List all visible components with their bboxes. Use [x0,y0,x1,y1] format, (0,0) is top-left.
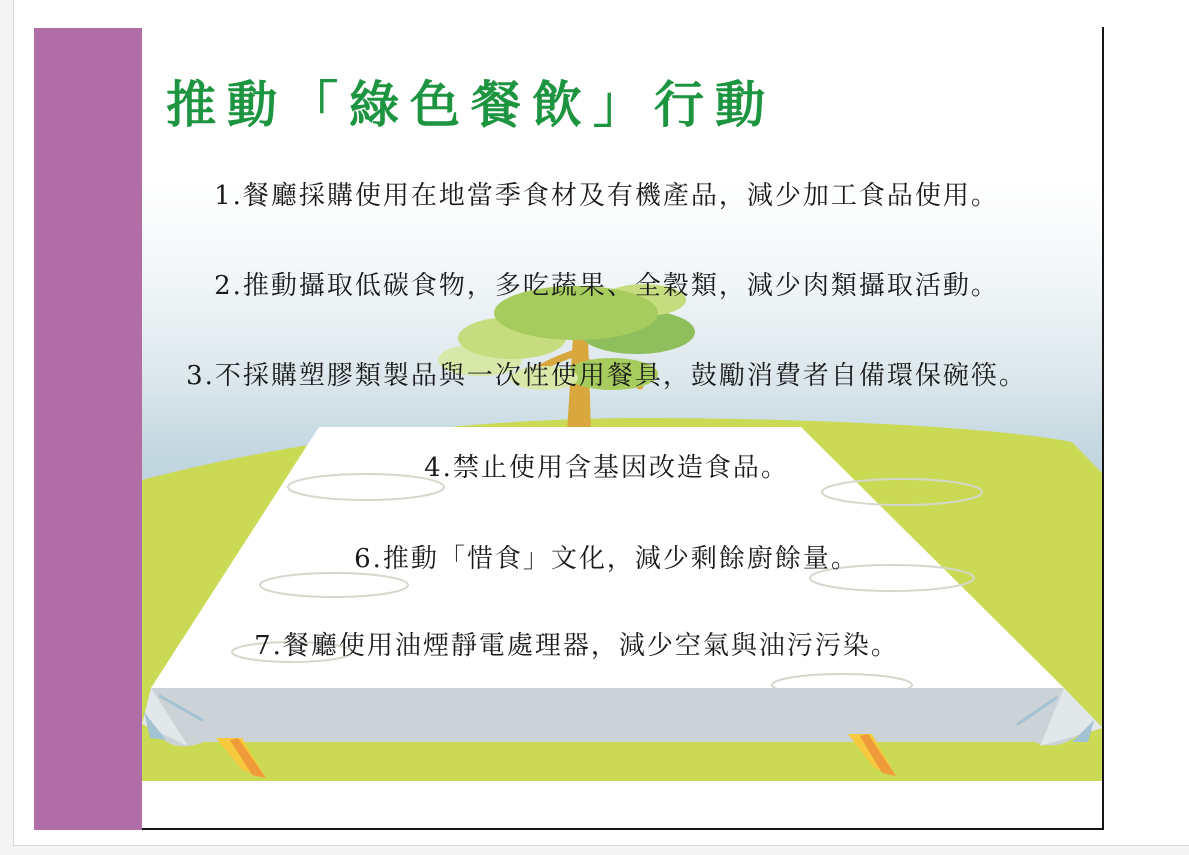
purple-accent-bar [34,28,142,830]
list-item-7: 7.餐廳使用油煙靜電處理器，減少空氣與油污污染。 [254,631,899,661]
tree-icon [438,284,695,432]
picnic-illustration-svg [142,180,1103,781]
tablecloth [142,688,1103,746]
slide-page [13,0,1189,846]
slide-shadow-bottom [142,828,1104,830]
slide-shadow-right [1102,27,1104,830]
picnic-illustration [142,180,1103,781]
list-item-6: 6.推動「惜食」文化，減少剩餘廚餘量。 [354,544,859,574]
list-item-4: 4.禁止使用含基因改造食品。 [424,453,789,483]
list-item-1: 1.餐廳採購使用在地當季食材及有機產品，減少加工食品使用。 [214,181,999,211]
slide-title: 推動「綠色餐飲」行動 [166,75,776,134]
list-item-2: 2.推動攝取低碳食物，多吃蔬果、全穀類，減少肉類攝取活動。 [214,271,999,301]
list-item-3: 3.不採購塑膠類製品與一次性使用餐具，鼓勵消費者自備環保碗筷。 [186,361,1027,391]
